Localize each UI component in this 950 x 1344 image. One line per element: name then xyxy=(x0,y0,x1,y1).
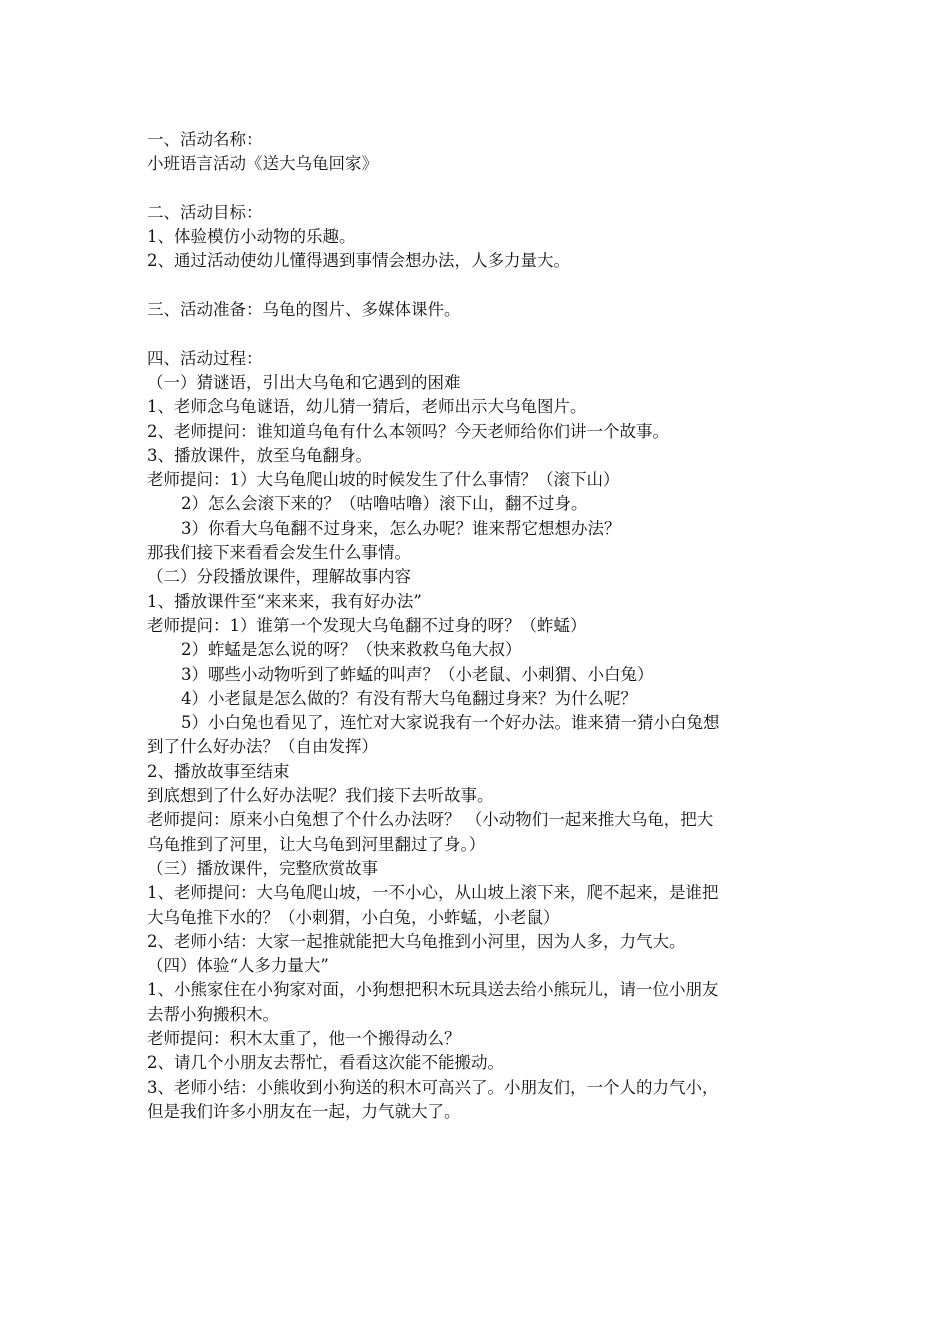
section-4-heading: 四、活动过程： xyxy=(147,348,263,368)
question-line: 到了什么好办法？（自由发挥） xyxy=(147,737,378,757)
paragraph-line: 2、请几个小朋友去帮忙，看看这次能不能搬动。 xyxy=(147,1053,504,1073)
part-1-heading: （一）猜谜语，引出大乌龟和它遇到的困难 xyxy=(147,372,461,392)
part-3-heading: （三）播放课件，完整欣赏故事 xyxy=(147,858,378,878)
question-line: 老师提问：积木太重了，他一个搬得动么？ xyxy=(147,1028,461,1048)
question-line: 老师提问：1）大乌龟爬山坡的时候发生了什么事情？（滚下山） xyxy=(147,470,620,490)
blank-line xyxy=(147,274,812,298)
question-line: 3）你看大乌龟翻不过身来，怎么办呢？谁来帮它想想办法？ xyxy=(181,518,621,538)
section-2-heading: 二、活动目标： xyxy=(147,202,263,222)
paragraph-line: 去帮小狗搬积木。 xyxy=(147,1004,279,1024)
paragraph-line: 3、播放课件，放至乌龟翻身。 xyxy=(147,445,372,465)
paragraph-line: 那我们接下来看看会发生什么事情。 xyxy=(147,543,411,563)
paragraph-line: 但是我们许多小朋友在一起，力气就大了。 xyxy=(147,1101,461,1121)
goal-item: 1、体验模仿小动物的乐趣。 xyxy=(147,227,356,247)
question-line: 5）小白兔也看见了，连忙对大家说我有一个好办法。谁来猜一猜小白兔想 xyxy=(181,713,720,733)
paragraph-line: 大乌龟推下水的？（小刺猬，小白兔，小蚱蜢，小老鼠） xyxy=(147,907,560,927)
part-2-heading: （二）分段播放课件，理解故事内容 xyxy=(147,567,411,587)
question-line: 老师提问：1）谁第一个发现大乌龟翻不过身的呀？（蚱蜢） xyxy=(147,615,587,635)
blank-line xyxy=(147,322,812,346)
question-line: 2）怎么会滚下来的？（咕噜咕噜）滚下山，翻不过身。 xyxy=(181,494,588,514)
paragraph-line: 1、老师提问：大乌龟爬山坡，一不小心，从山坡上滚下来，爬不起来，是谁把 xyxy=(147,883,719,903)
section-3-preparation: 三、活动准备：乌龟的图片、多媒体课件。 xyxy=(147,300,461,320)
document-body xyxy=(147,128,812,1124)
activity-title: 小班语言活动《送大乌龟回家》 xyxy=(147,154,378,174)
question-line: 乌龟推到了河里，让大乌龟到河里翻过了身。） xyxy=(147,834,486,854)
question-line: 老师提问：原来小白兔想了个什么办法呀？ （小动物们一起来推大乌龟，把大 xyxy=(147,810,714,830)
paragraph-line: 1、小熊家住在小狗家对面，小狗想把积木玩具送去给小熊玩儿，请一位小朋友 xyxy=(147,980,719,1000)
paragraph-line: 2、播放故事至结束 xyxy=(147,761,290,781)
goal-item: 2、通过活动使幼儿懂得遇到事情会想办法，人多力量大。 xyxy=(147,251,570,271)
paragraph-line: 1、播放课件至“来来来，我有好办法” xyxy=(147,591,422,611)
question-line: 3）哪些小动物听到了蚱蜢的叫声？（小老鼠、小刺猬、小白兔） xyxy=(181,664,654,684)
paragraph-line: 1、老师念乌龟谜语，幼儿猜一猜后，老师出示大乌龟图片。 xyxy=(147,397,587,417)
paragraph-line: 到底想到了什么好办法呢？我们接下去听故事。 xyxy=(147,786,494,806)
question-line: 4）小老鼠是怎么做的？有没有帮大乌龟翻过身来？为什么呢？ xyxy=(181,688,637,708)
question-line: 2）蚱蜢是怎么说的呀？（快来救救乌龟大叔） xyxy=(181,640,522,660)
part-4-heading: （四）体验“人多力量大” xyxy=(147,956,329,976)
paragraph-line: 3、老师小结：小熊收到小狗送的积木可高兴了。小朋友们，一个人的力气小， xyxy=(147,1077,719,1097)
blank-line xyxy=(147,177,812,201)
section-1-heading: 一、活动名称： xyxy=(147,130,263,149)
paragraph-line: 2、老师小结：大家一起推就能把大乌龟推到小河里，因为人多，力气大。 xyxy=(147,931,686,951)
paragraph-line: 2、老师提问：谁知道乌龟有什么本领吗？今天老师给你们讲一个故事。 xyxy=(147,421,669,441)
